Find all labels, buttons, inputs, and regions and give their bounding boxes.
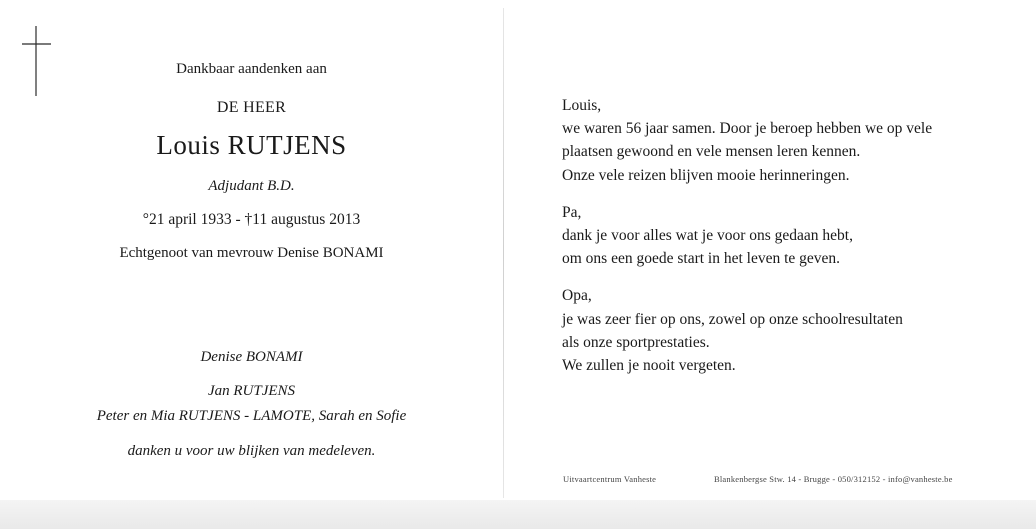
right-panel — [562, 94, 1012, 391]
text-line: We zullen je nooit vergeten. — [562, 357, 736, 375]
footer-company: Uitvaartcentrum Vanheste — [563, 474, 657, 484]
spouse-line: Echtgenoot van mevrouw Denise BONAMI — [119, 245, 384, 261]
rank-text: Adjudant B.D. — [208, 178, 295, 194]
family-member: Peter en Mia RUTJENS - LAMOTE, Sarah en Sofie — [96, 408, 407, 424]
scan-edge — [0, 500, 1036, 529]
intro-text: Dankbaar aandenken aan — [176, 61, 327, 77]
text-line: Pa, — [562, 203, 582, 221]
text-line: Onze vele reizen blijven mooie herinneringen. — [562, 166, 850, 184]
text-line: dank je voor alles wat je voor ons gedaan hebt, — [562, 227, 853, 245]
paragraph-opa — [562, 284, 1012, 377]
text-line: als onze sportprestaties. — [562, 333, 710, 351]
title-text: DE HEER — [216, 99, 287, 116]
fold-divider — [503, 8, 504, 498]
footer-address: Blankenbergse Stw. 14 - Brugge - 050/312152 - info@vanheste.be — [714, 474, 953, 484]
text-line: we waren 56 jaar samen. Door je beroep hebben we op vele — [562, 120, 933, 138]
text-line: Louis, — [562, 97, 602, 114]
life-dates: °21 april 1933 - †11 augustus 2013 — [142, 211, 361, 228]
text-line: je was zeer fier op ons, zowel op onze schoolresultaten — [562, 310, 903, 328]
paragraph-louis — [562, 94, 1012, 187]
paragraph-pa — [562, 201, 1012, 271]
family-member: Jan RUTJENS — [207, 383, 296, 399]
family-member: Denise BONAMI — [200, 349, 303, 365]
text-line: om ons een goede start in het leven te geven. — [562, 250, 841, 268]
thanks-text: danken u voor uw blijken van medeleven. — [127, 443, 376, 459]
text-line: plaatsen gewoond en vele mensen leren kennen. — [562, 143, 861, 161]
text-line: Opa, — [562, 287, 592, 305]
deceased-name: Louis RUTJENS — [156, 130, 347, 160]
